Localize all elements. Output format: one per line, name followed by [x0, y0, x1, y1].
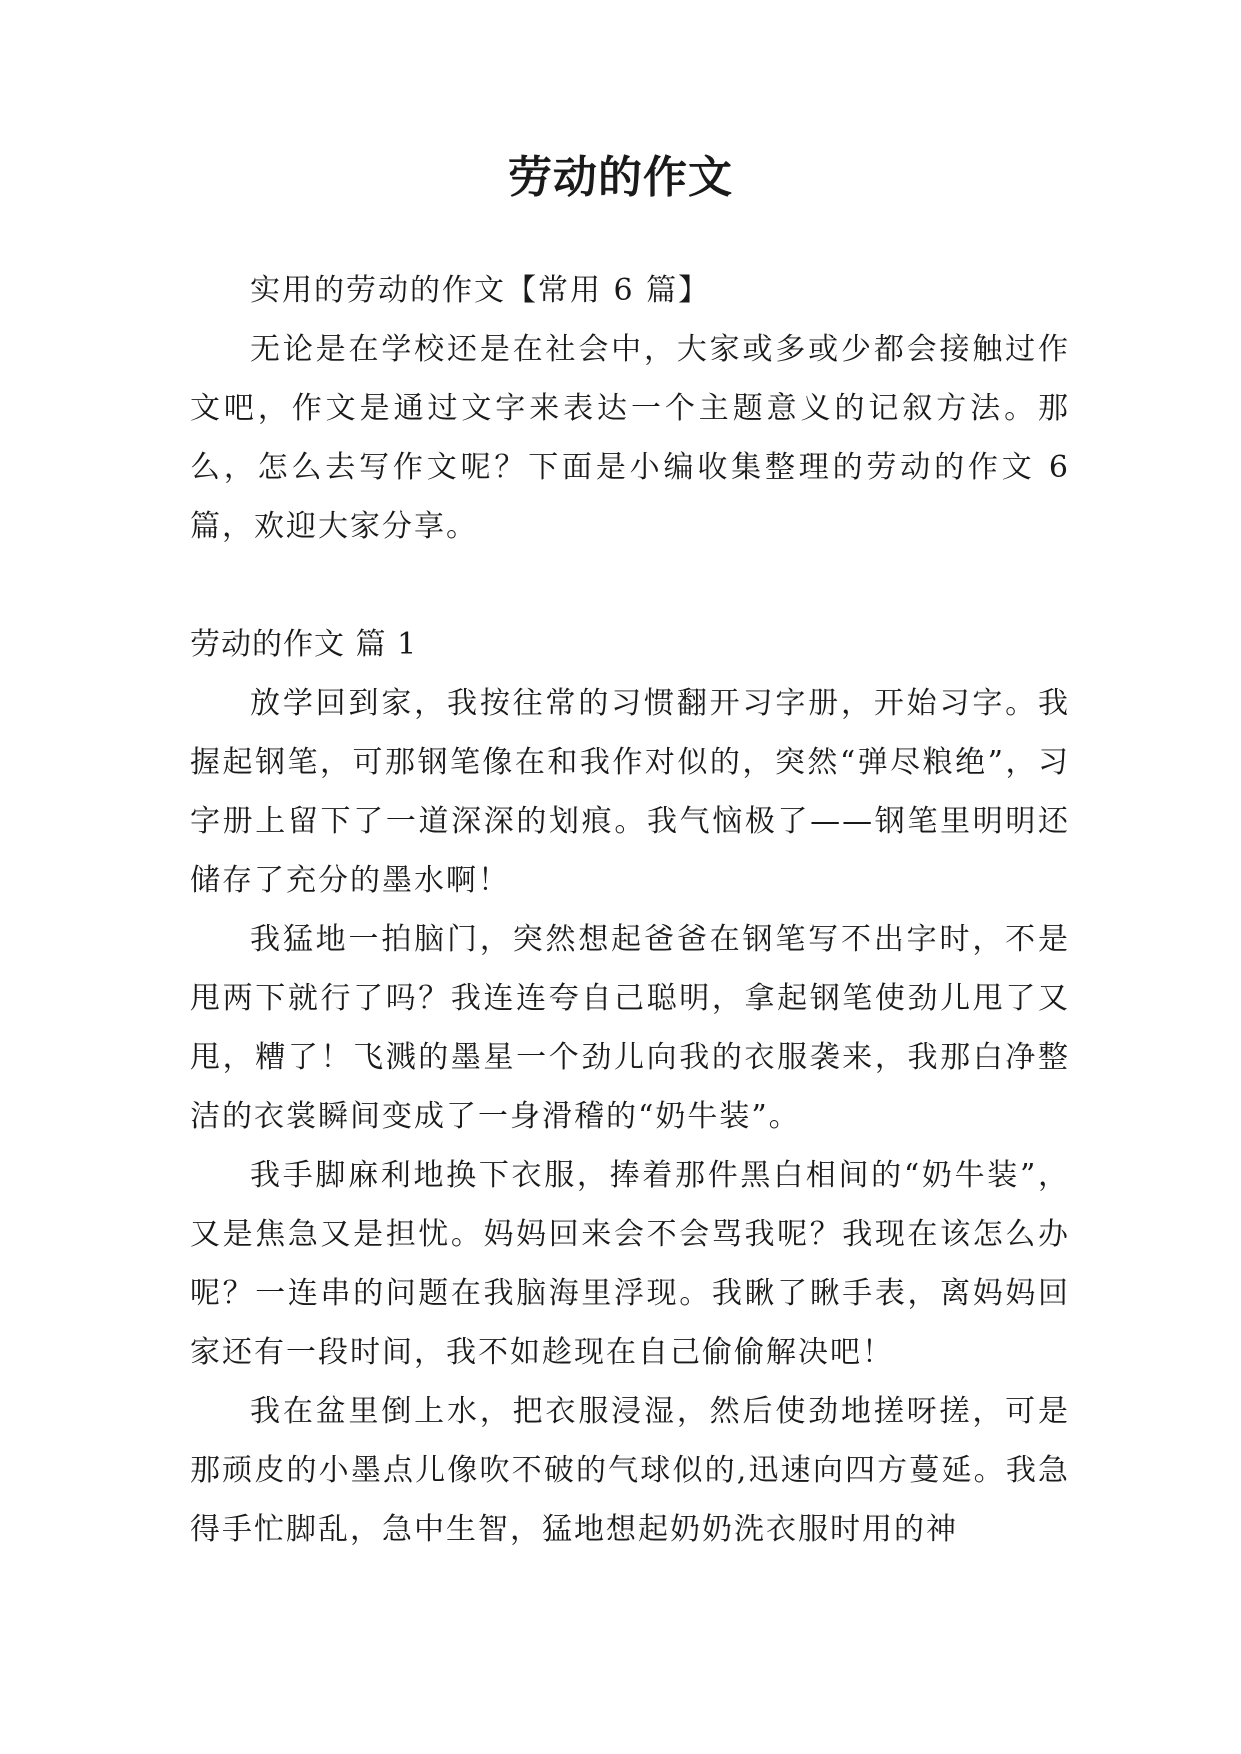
document-body — [190, 261, 1070, 1559]
section-paragraph: 我猛地一拍脑门，突然想起爸爸在钢笔写不出字时，不是甩两下就行了吗？我连连夸自己聪明，拿起钢笔使劲儿甩了又甩，糟了！飞溅的墨星一个劲儿向我的衣服袭来，我那白净整洁的衣裳瞬间变成了一身滑稽的“奶牛装”。 — [190, 922, 1070, 1134]
intro-paragraph: 无论是在学校还是在社会中，大家或多或少都会接触过作文吧，作文是通过文字来表达一个主题意义的记叙方法。那么，怎么去写作文呢？下面是小编收集整理的劳动的作文 6 篇，欢迎大家分享。 — [190, 332, 1070, 544]
intro-subtitle: 实用的劳动的作文【常用 6 篇】 — [250, 273, 711, 308]
document-title: 劳动的作文 — [508, 152, 733, 203]
section-paragraph: 我手脚麻利地换下衣服，捧着那件黑白相间的“奶牛装”，又是焦急又是担忧。妈妈回来会不会骂我呢？我现在该怎么办呢？一连串的问题在我脑海里浮现。我瞅了瞅手表，离妈妈回家还有一段时间，我不如趁现在自己偷偷解决吧！ — [190, 1158, 1070, 1370]
section-heading: 劳动的作文 篇 1 — [190, 627, 418, 662]
section-paragraph: 放学回到家，我按往常的习惯翻开习字册，开始习字。我握起钢笔，可那钢笔像在和我作对似的，突然“弹尽粮绝”，习字册上留下了一道深深的划痕。我气恼极了——钢笔里明明还储存了充分的墨水啊！ — [190, 686, 1070, 898]
section-paragraph: 我在盆里倒上水，把衣服浸湿，然后使劲地搓呀搓，可是那顽皮的小墨点儿像吹不破的气球似的,迅速向四方蔓延。我急得手忙脚乱，急中生智，猛地想起奶奶洗衣服时用的神 — [190, 1394, 1070, 1547]
